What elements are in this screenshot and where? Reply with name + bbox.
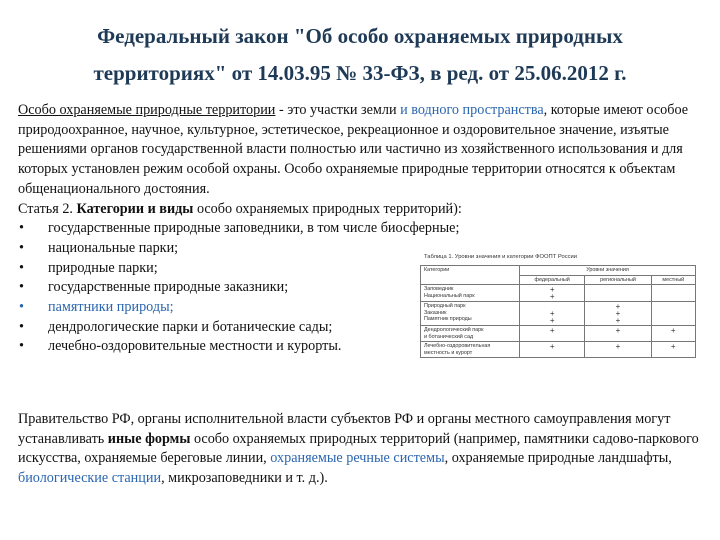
header-level: Уровни значения xyxy=(520,266,696,276)
water-space-link[interactable]: и водного пространства xyxy=(400,102,544,118)
list-item-text: государственные природные заповедники, в том числе биосферные; xyxy=(48,220,460,237)
header-regional: региональный xyxy=(585,275,651,285)
table-cell-local: + xyxy=(651,326,695,342)
article-prefix: Статья 2. xyxy=(18,200,77,217)
table-cell-category: Заповедник Национальный парк xyxy=(421,285,520,302)
article-bold: Категории и виды xyxy=(76,200,194,217)
table-cell-regional: + xyxy=(585,342,651,358)
article-heading xyxy=(18,200,708,220)
footer-text-3: , охраняемые природные ландшафты, xyxy=(444,450,672,467)
list-item-text: государственные природные заказники; xyxy=(48,279,289,296)
table-cell-local xyxy=(651,302,695,326)
table-cell-federal: + + xyxy=(520,285,585,302)
table-cell-regional xyxy=(585,285,651,302)
table-row xyxy=(421,302,696,326)
title-line-2: территориях" от 14.03.95 № 33-ФЗ, в ред. от 25.06.2012 г. xyxy=(93,61,627,85)
bullet-icon: • xyxy=(19,299,24,316)
table-cell-category: Дендрологический парк и ботанический сад xyxy=(421,326,520,342)
definition-paragraph xyxy=(18,101,708,200)
list-item xyxy=(18,219,708,239)
bullet-icon: • xyxy=(19,239,24,256)
table-cell-local: + xyxy=(651,342,695,358)
title-line-1: Федеральный закон "Об особо охраняемых природных xyxy=(97,24,623,48)
nature-monuments-link[interactable]: памятники природы; xyxy=(48,299,174,316)
definition-term: Особо охраняемые природные территории xyxy=(18,102,276,118)
list-item-text: лечебно-оздоровительные местности и курорты. xyxy=(48,338,342,355)
footer-paragraph xyxy=(18,410,708,489)
categories-table xyxy=(420,265,696,358)
biological-stations-link[interactable]: биологические станции xyxy=(18,470,162,487)
table-cell-regional: + + + xyxy=(585,302,651,326)
table-cell-regional: + xyxy=(585,326,651,342)
table-cell-federal: + xyxy=(520,326,585,342)
river-systems-link[interactable]: охраняемые речные системы xyxy=(270,450,445,467)
table-cell-category: Природный парк Заказник Памятник природы xyxy=(421,302,520,326)
bullet-icon: • xyxy=(19,220,24,237)
list-item-text: дендрологические парки и ботанические сады; xyxy=(48,318,333,335)
table-cell-federal: + xyxy=(520,342,585,358)
bullet-icon: • xyxy=(19,259,24,276)
bullet-icon: • xyxy=(19,318,24,335)
table-cell-category: Лечебно-оздоровительная местность и курорт xyxy=(421,342,520,358)
table-caption: Таблица 1. Уровни значения и категории ФООПТ России xyxy=(424,254,577,260)
footer-text-2: особо охраняемых природных территорий (например, памятники садово-паркового искусства, охраняемые береговые линии, xyxy=(18,430,699,467)
table-row xyxy=(421,285,696,302)
definition-text-2: , которые имеют особое природоохранное, научное, культурное, эстетическое, рекреационное и оздоровительное значение, изъятые решениями органов государственной власти полностью или частично из хозяйственного использования и для которых установлен режим особой охраны. Особо охраняемые природные территории относятся к объектам общенационального достояния. xyxy=(18,102,689,197)
bullet-icon: • xyxy=(19,338,24,355)
slide-title xyxy=(0,18,720,92)
bullet-icon: • xyxy=(19,279,24,296)
table-cell-federal: + + xyxy=(520,302,585,326)
footer-text-4: , микрозаповедники и т. д.). xyxy=(161,470,328,487)
header-category: Категории xyxy=(421,266,520,285)
list-item-text: национальные парки; xyxy=(48,239,179,256)
footer-bold: иные формы xyxy=(107,430,191,447)
article-suffix: особо охраняемых природных территорий): xyxy=(193,200,462,217)
footer-text-1: Правительство РФ, органы исполнительной власти субъектов РФ и органы местного самоуправления могут устанавливать xyxy=(18,411,671,447)
categories-table-figure xyxy=(420,253,702,358)
header-local: местный xyxy=(651,275,695,285)
definition-text-1: - это участки земли xyxy=(275,102,401,118)
table-row xyxy=(421,342,696,358)
list-item-text: природные парки; xyxy=(48,259,158,276)
table-header-row xyxy=(421,266,696,276)
header-federal: федеральный xyxy=(520,275,585,285)
table-row xyxy=(421,326,696,342)
table-cell-local xyxy=(651,285,695,302)
